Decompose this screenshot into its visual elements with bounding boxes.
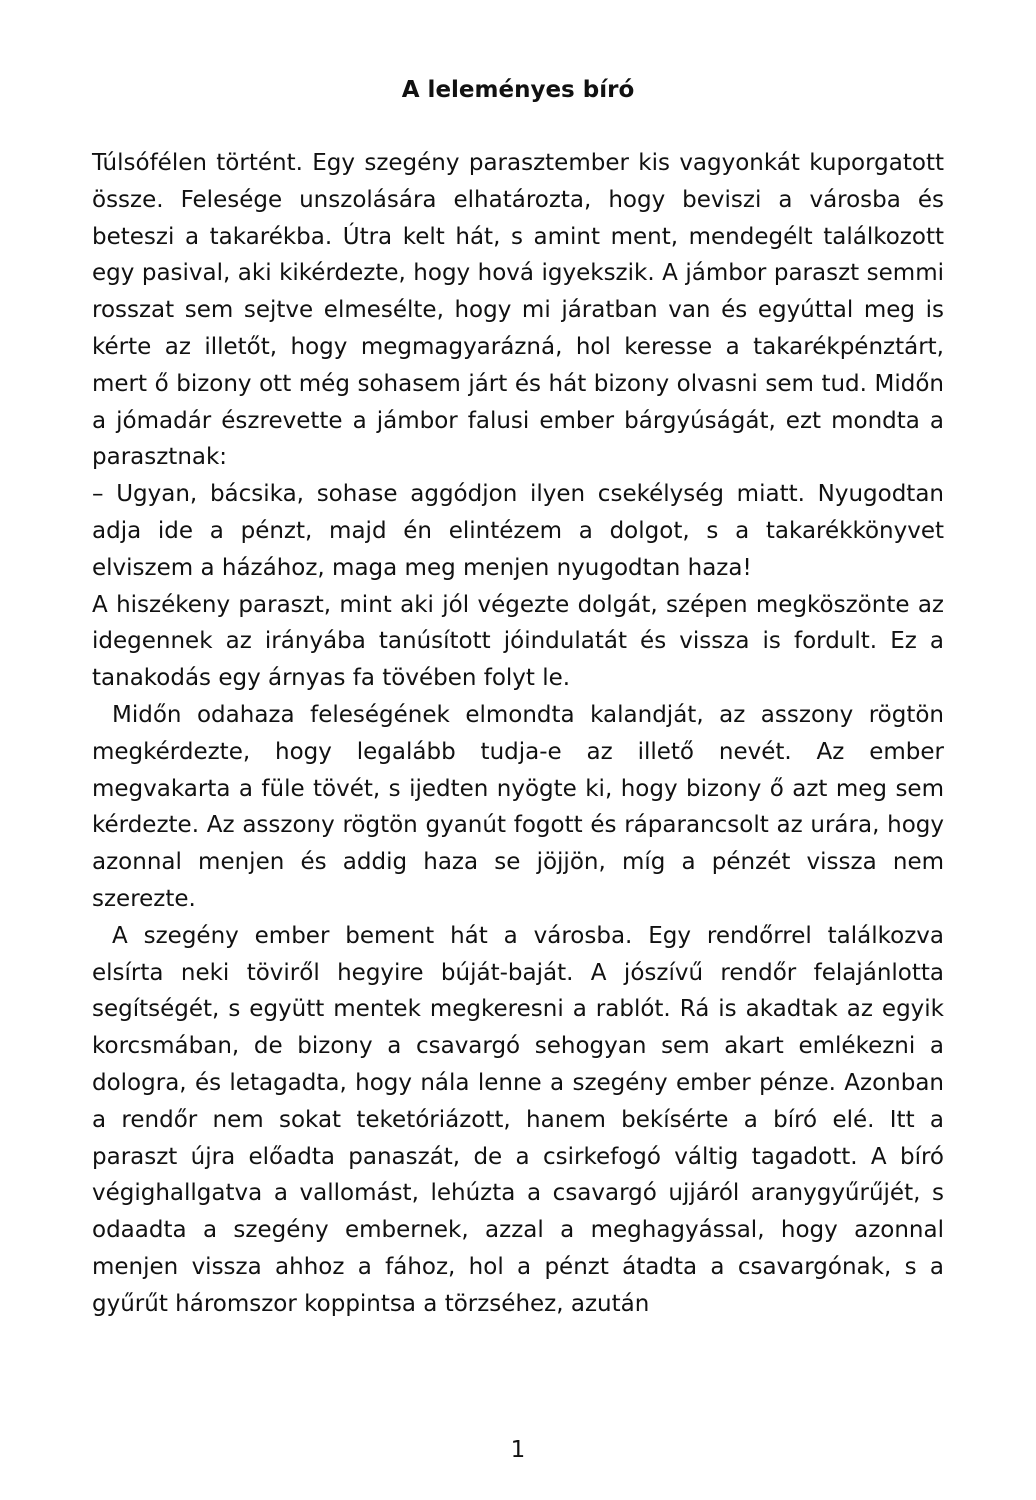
- page-title: A leleményes bíró: [401, 77, 635, 103]
- body-text: [92, 145, 944, 1323]
- paragraph-4: Midőn odahaza feleségének elmondta kalandját, az asszony rögtön megkérdezte, hogy legalább tudja-e az illető nevét. Az ember megvakarta a füle tövét, s ijedten nyögte ki, hogy bizony ő azt meg sem kérdezte. Az asszony rögtön gyanút fogott és ráparancsolt az urára, hogy azonnal menjen és addig haza se jöjjön, míg a pénzét vissza nem szerezte.: [92, 701, 944, 912]
- page-number: 1: [510, 1437, 526, 1463]
- paragraph-1: Túlsófélen történt. Egy szegény parasztember kis vagyonkát kuporgatott össze. Felesége unszolására elhatározta, hogy beviszi a városba és beteszi a takarékba. Útra kelt hát, s amint ment, mendegélt találkozott egy pasival, aki kikérdezte, hogy hová igyekszik. A jámbor paraszt semmi rosszat sem sejtve elmesélte, hogy mi járatban van és egyúttal meg is kérte az illetőt, hogy megmagyarázná, hol keresse a takarékpénztárt, mert ő bizony ott még sohasem járt és hát bizony olvasni sem tud. Midőn a jómadár észrevette a jámbor falusi ember bárgyúságát, ezt mondta a parasztnak:: [92, 150, 944, 471]
- paragraph-5: A szegény ember bement hát a városba. Egy rendőrrel találkozva elsírta neki töviről hegyire búját-baját. A jószívű rendőr felajánlotta segítségét, s együtt mentek megkeresni a rablót. Rá is akadtak az egyik korcsmában, de bizony a csavargó sehogyan sem akart emlékezni a dologra, és letagadta, hogy nála lenne a szegény ember pénze. Azonban a rendőr nem sokat teketóriázott, hanem bekísérte a bíró elé. Itt a paraszt újra előadta panaszát, de a csirkefogó váltig tagadott. A bíró végighallgatva a vallomást, lehúzta a csavargó ujjáról aranygyűrűjét, s odaadta a szegény embernek, azzal a meghagyással, hogy azonnal menjen vissza ahhoz a fához, hol a pénzt átadta a csavargónak, s a gyűrűt háromszor koppintsa a törzséhez, azután: [92, 922, 944, 1317]
- paragraph-3: A hiszékeny paraszt, mint aki jól végezte dolgát, szépen megköszönte az idegennek az irányába tanúsított jóindulatát és vissza is fordult. Ez a tanakodás egy árnyas fa tövében folyt le.: [92, 591, 944, 692]
- paragraph-2: – Ugyan, bácsika, sohase aggódjon ilyen csekélység miatt. Nyugodtan adja ide a pénzt, majd én elintézem a dolgot, s a takarékkönyvet elviszem a házához, maga meg menjen nyugodtan haza!: [92, 481, 944, 581]
